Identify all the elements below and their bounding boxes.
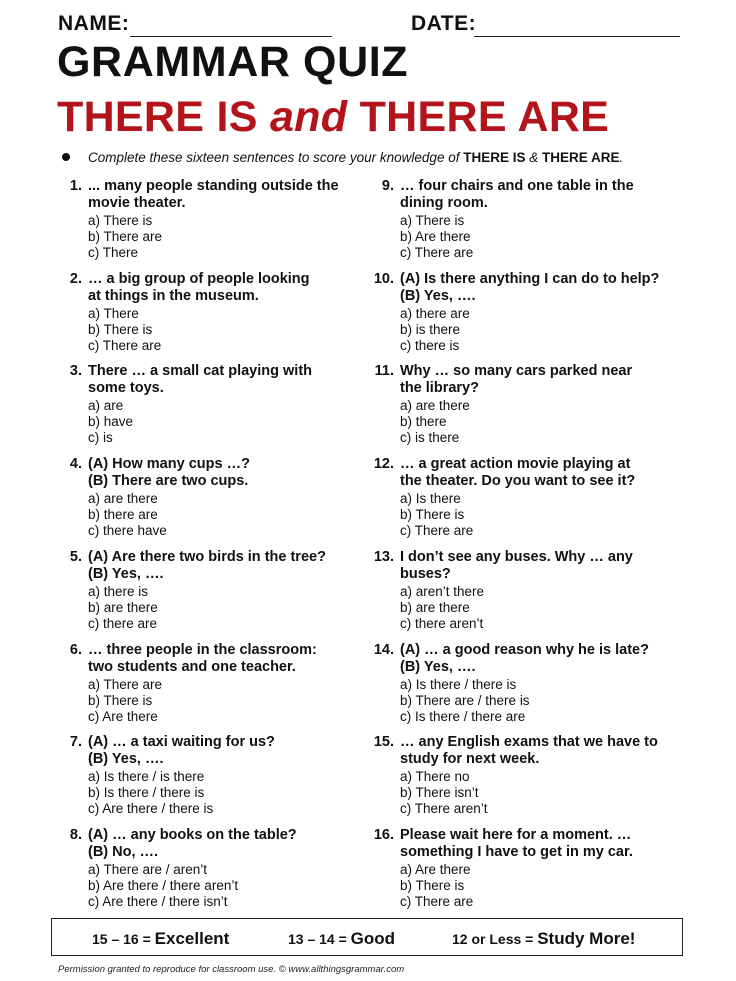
name-label: NAME: (58, 12, 130, 35)
score-good (288, 929, 395, 949)
answer-option: b) are there (400, 599, 470, 615)
question-number: 11. (374, 363, 394, 380)
answer-option: c) there are (88, 615, 158, 631)
answer-option: b) there are (88, 507, 158, 523)
question-stem-line: (A) Are there two birds in the tree? (88, 548, 326, 565)
name-blank-line (130, 36, 332, 37)
question-stem-line: Please wait here for a moment. … (400, 826, 632, 843)
answer-options (400, 491, 473, 539)
question-number: 6. (69, 641, 82, 658)
question-number: 1. (69, 178, 82, 194)
score-study-more (452, 929, 635, 949)
question-stem-line: (A) … a taxi waiting for us? (88, 734, 275, 751)
answer-option: b) Are there / there aren’t (88, 877, 239, 893)
subtitle-and: and (269, 93, 348, 141)
answer-option: c) Are there / there isn’t (88, 893, 228, 909)
score-label: Study More! (537, 929, 636, 948)
answer-options (400, 306, 470, 354)
answer-option: b) There is (88, 321, 153, 337)
question-stem-line: There … a small cat playing with (88, 363, 313, 380)
question-stem (400, 642, 676, 676)
instructions-period: . (619, 150, 624, 165)
question-stem-line: (A) Is there anything I can do to help? (400, 270, 660, 287)
question-stem-line: buses? (400, 565, 451, 582)
question-number: 4. (69, 456, 82, 473)
answer-option: c) is (88, 430, 113, 446)
question-stem-line: … a big group of people looking (88, 270, 310, 287)
question-stem (400, 363, 676, 397)
score-excellent (92, 929, 229, 949)
answer-options (88, 677, 162, 725)
answer-option: b) Are there (400, 229, 471, 244)
question-stem-line: dining room. (400, 195, 488, 211)
answer-option: a) there are (400, 305, 470, 321)
answer-option: a) Are there (400, 861, 471, 877)
score-range: 15 – 16 = (92, 931, 155, 947)
answer-option: a) There no (400, 769, 470, 785)
answer-options (88, 306, 161, 354)
question-stem-line: something I have to get in my car. (400, 843, 633, 860)
question-stem-line: at things in the museum. (88, 287, 259, 304)
question-stem (400, 734, 676, 768)
subtitle-part1: THERE IS (57, 93, 270, 141)
answer-option: c) there have (88, 523, 167, 539)
scoring-box (51, 918, 683, 956)
question-number: 5. (69, 548, 82, 565)
answer-options (400, 398, 470, 446)
question-number: 10. (373, 270, 394, 287)
answer-options (88, 862, 238, 910)
page-subtitle (57, 93, 609, 142)
page-title: GRAMMAR QUIZ (57, 38, 409, 86)
question-stem-line: … three people in the classroom: (88, 641, 317, 658)
answer-option: c) There aren’t (400, 801, 488, 817)
answer-option: c) Are there / there is (88, 801, 214, 817)
answer-option: c) There are (400, 893, 474, 909)
answer-option: a) aren’t there (400, 583, 485, 599)
answer-option: b) there (400, 414, 447, 430)
answer-option: b) There isn’t (400, 785, 479, 801)
answer-options (400, 213, 473, 261)
answer-options (88, 213, 162, 261)
answer-option: b) is there (400, 321, 461, 337)
answer-option: a) there is (88, 583, 149, 599)
answer-option: a) There is (400, 213, 465, 228)
question-number: 15. (373, 734, 394, 751)
question-stem-line: (B) Yes, …. (88, 751, 164, 768)
question-stem (400, 271, 676, 305)
question-stem (88, 178, 364, 212)
answer-option: b) There is (88, 692, 153, 708)
answer-option: c) Is there / there are (400, 708, 526, 724)
score-label: Good (350, 929, 396, 948)
question-stem (88, 734, 364, 768)
answer-option: a) There (88, 305, 139, 321)
answer-options (400, 769, 488, 817)
question-number: 7. (69, 734, 82, 751)
question-stem-line: (A) … a good reason why he is late? (400, 641, 649, 658)
answer-option: c) There are (400, 245, 474, 260)
answer-options (400, 584, 484, 632)
instructions-there-is: THERE IS (463, 150, 526, 165)
question-number: 12. (373, 456, 394, 473)
answer-option: b) have (88, 414, 134, 430)
answer-option: c) there aren’t (400, 615, 484, 631)
answer-option: c) Are there (88, 708, 158, 724)
answer-option: b) There is (400, 877, 465, 893)
answer-option: a) There are / aren’t (88, 861, 208, 877)
question-stem (88, 271, 364, 305)
answer-option: a) Is there (400, 491, 461, 507)
subtitle-part2: THERE ARE (347, 93, 610, 141)
answer-option: a) are (88, 398, 124, 414)
question-stem-line: (B) Yes, …. (88, 565, 164, 582)
question-number: 16. (373, 826, 394, 843)
question-stem (88, 549, 364, 583)
question-number: 9. (381, 178, 394, 194)
question-stem-line: … four chairs and one table in the (400, 178, 634, 194)
answer-option: a) are there (400, 398, 470, 414)
question-stem (400, 178, 676, 212)
question-number: 13. (373, 548, 394, 565)
score-label: Excellent (154, 929, 230, 948)
answer-options (88, 769, 213, 817)
answer-option: a) are there (88, 491, 158, 507)
answer-options (400, 677, 530, 725)
question-stem-line: Why … so many cars parked near (400, 363, 633, 380)
question-stem-line: movie theater. (88, 195, 186, 211)
footer-permission: Permission granted to reproduce for classroom use. © www.allthingsgrammar.com (58, 964, 405, 975)
question-stem-line: I don’t see any buses. Why … any (400, 548, 633, 565)
question-number: 2. (69, 270, 82, 287)
instructions (62, 150, 623, 165)
answer-option: b) There is (400, 507, 465, 523)
question-stem-line: some toys. (88, 380, 164, 397)
question-stem-line: (A) … any books on the table? (88, 826, 297, 843)
answer-option: c) There (88, 245, 139, 260)
answer-option: c) is there (400, 430, 460, 446)
question-stem-line: … a great action movie playing at (400, 456, 631, 473)
question-stem-line: (B) Yes, …. (400, 658, 476, 675)
answer-option: a) There are (88, 676, 163, 692)
question-stem (88, 363, 364, 397)
question-stem (400, 456, 676, 490)
answer-option: b) There are (88, 229, 163, 244)
answer-options (88, 584, 158, 632)
answer-option: a) Is there / is there (88, 769, 205, 785)
question-number: 3. (69, 363, 82, 380)
answer-option: b) are there (88, 599, 158, 615)
question-stem-line: (B) Yes, …. (400, 287, 476, 304)
answer-option: b) There are / there is (400, 692, 530, 708)
answer-option: c) There are (400, 523, 474, 539)
question-stem-line: study for next week. (400, 751, 540, 768)
answer-option: a) Is there / there is (400, 676, 517, 692)
date-blank-line (474, 36, 680, 37)
question-stem-line: two students and one teacher. (88, 658, 296, 675)
instructions-amp: & (525, 150, 542, 165)
bullet-icon (62, 153, 70, 161)
question-stem-line: ... many people standing outside the (88, 178, 339, 194)
question-stem (400, 549, 676, 583)
header-fields (58, 8, 680, 38)
question-stem (88, 827, 364, 861)
question-stem-line: the library? (400, 380, 479, 397)
question-stem (88, 456, 364, 490)
instructions-text: Complete these sixteen sentences to score your knowledge of (88, 150, 464, 165)
question-stem-line: … any English exams that we have to (400, 734, 658, 751)
instructions-there-are: THERE ARE (542, 150, 620, 165)
question-stem (400, 827, 676, 861)
answer-options (88, 491, 167, 539)
question-stem (88, 642, 364, 676)
question-stem-line: (B) No, …. (88, 843, 159, 860)
answer-option: c) There are (88, 337, 162, 353)
question-number: 14. (373, 641, 394, 658)
question-stem-line: (A) How many cups …? (88, 456, 250, 473)
answer-option: b) Is there / there is (88, 785, 205, 801)
date-label: DATE: (411, 12, 477, 35)
score-range: 12 or Less = (452, 931, 538, 947)
score-range: 13 – 14 = (288, 931, 351, 947)
question-stem-line: the theater. Do you want to see it? (400, 473, 636, 490)
answer-option: a) There is (88, 213, 153, 228)
answer-options (400, 862, 473, 910)
answer-option: c) there is (400, 337, 460, 353)
question-stem-line: (B) There are two cups. (88, 473, 249, 490)
answer-options (88, 398, 133, 446)
question-number: 8. (69, 826, 82, 843)
